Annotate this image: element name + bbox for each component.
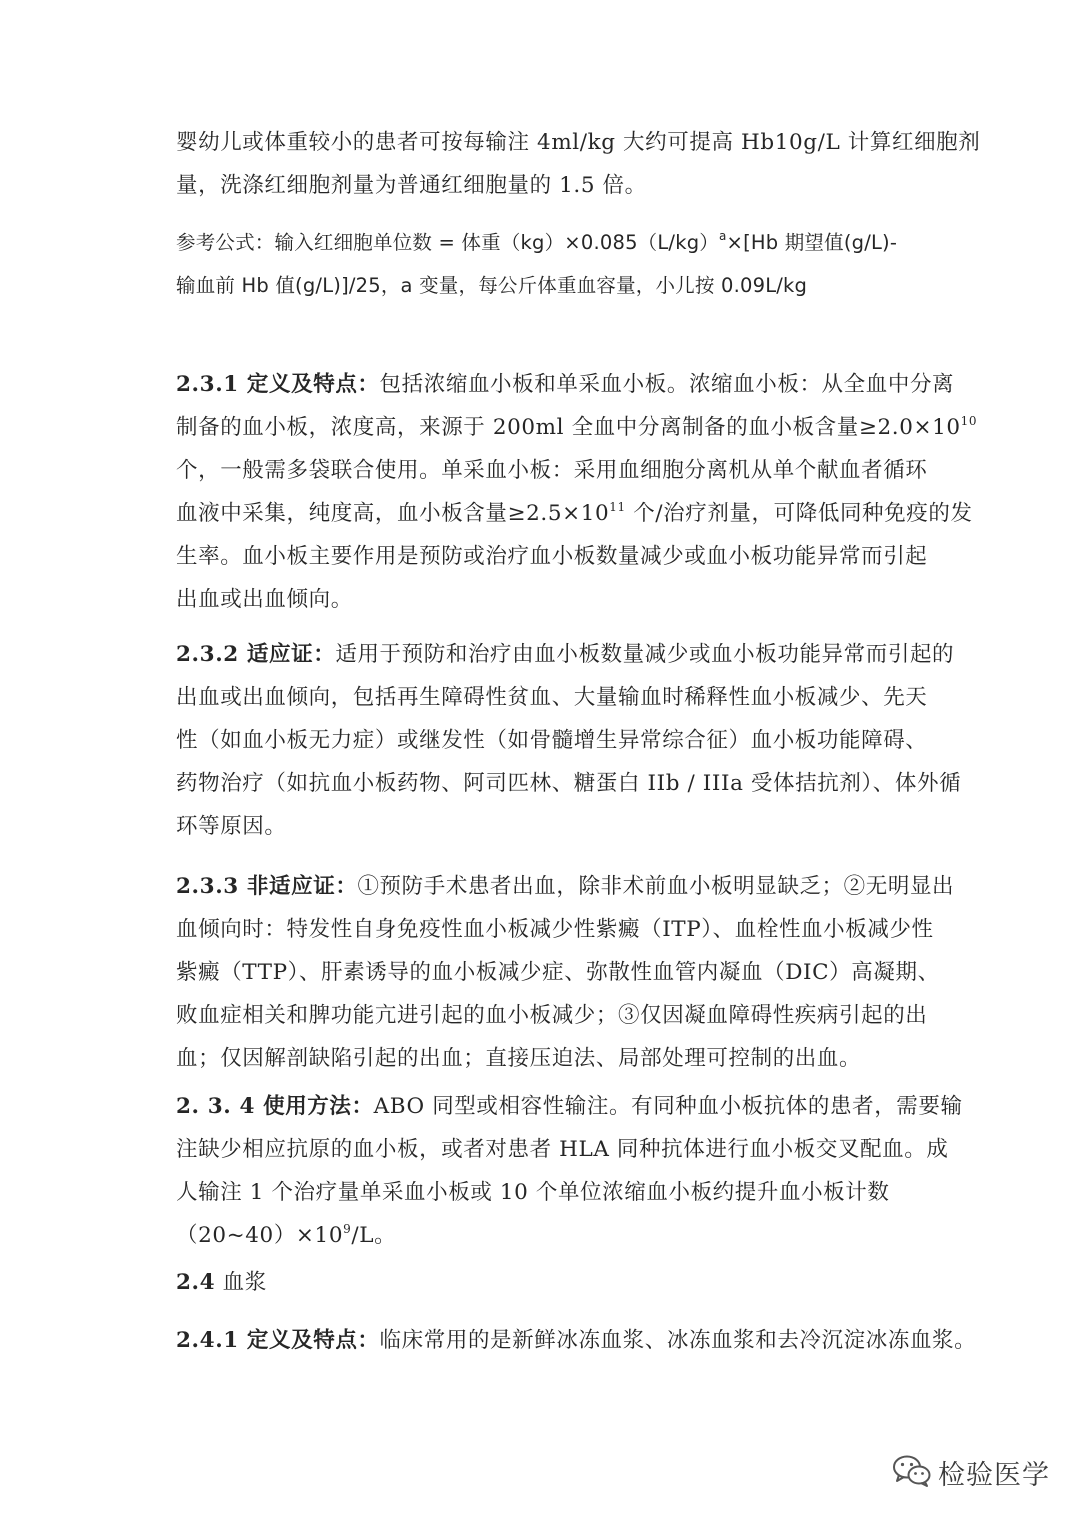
text-line: 2.3.3 非适应证：①预防手术患者出血，除非术前血小板明显缺乏；②无明显出 <box>176 874 955 899</box>
text-line: 制备的血小板，浓度高，来源于 200ml 全血中分离制备的血小板含量$\ge 2.0\times 10^{10}$ <box>176 414 978 440</box>
text-line: 输血前 Hb 值(g/L)]/25，a 变量，每公斤体重血容量，小儿按 0.09L/kg <box>176 274 808 297</box>
text-line: 2.3.2 适应证：适用于预防和治疗由血小板数量减少或血小板功能异常而引起的 <box>176 642 955 667</box>
text-line: 个，一般需多袋联合使用。单采血小板：采用血细胞分离机从单个献血者循环 <box>176 458 928 483</box>
section-heading: 2. 3. 4 使用方法： <box>176 1094 374 1119</box>
text-line: 2.3.1 定义及特点：包括浓缩血小板和单采血小板。浓缩血小板：从全血中分离 <box>176 372 955 397</box>
watermark-text: 检验医学 <box>938 1460 1050 1491</box>
text-line: 紫癜（TTP）、肝素诱导的血小板减少症、弥散性血管内凝血（DIC）高凝期、 <box>176 960 940 985</box>
wechat-icon <box>892 1454 932 1492</box>
text-line: 性（如血小板无力症）或继发性（如骨髓增生异常综合征）血小板功能障碍、 <box>176 728 928 753</box>
text-line: 血倾向时：特发性自身免疫性血小板减少性紫癜（ITP）、血栓性血小板减少性 <box>176 917 934 942</box>
section-heading: 2.3.3 非适应证： <box>176 874 358 899</box>
text-line: 2. 3. 4 使用方法：ABO 同型或相容性输注。有同种血小板抗体的患者，需要输 <box>176 1094 963 1119</box>
text-line: 婴幼儿或体重较小的患者可按每输注 4ml/kg 大约可提高 Hb10g/L 计算红细胞剂 <box>176 130 981 155</box>
text-line: 注缺少相应抗原的血小板，或者对患者 HLA 同种抗体进行血小板交叉配血。成 <box>176 1137 949 1162</box>
text-line: 2.4.1 定义及特点：临床常用的是新鲜冰冻血浆、冰冻血浆和去冷沉淀冰冻血浆。 <box>176 1328 977 1353</box>
section-title: 2.4 血浆 <box>176 1270 267 1295</box>
text-line: 环等原因。 <box>176 814 287 839</box>
text-line: 血液中采集，纯度高，血小板含量$\ge 2.5\times 10^{11}$ 个/治疗剂量，可降低同种免疫的发 <box>176 500 973 526</box>
watermark <box>892 1453 1050 1492</box>
text-line: 出血或出血倾向。 <box>176 587 353 612</box>
text-line: 血；仅因解剖缺陷引起的出血；直接压迫法、局部处理可控制的出血。 <box>176 1046 862 1071</box>
section-heading: 2.3.2 适应证： <box>176 642 336 667</box>
text-line: 药物治疗（如抗血小板药物、阿司匹林、糖蛋白 IIb / IIIa 受体拮抗剂）、体外循 <box>176 771 962 796</box>
text-line: 人输注 1 个治疗量单采血小板或 10 个单位浓缩血小板约提升血小板计数 <box>176 1180 890 1205</box>
text-line: 败血症相关和脾功能亢进引起的血小板减少；③仅因凝血障碍性疾病引起的出 <box>176 1003 928 1028</box>
text-line: 生率。血小板主要作用是预防或治疗血小板数量减少或血小板功能异常而引起 <box>176 544 928 569</box>
text-line: 量，洗涤红细胞剂量为普通红细胞量的 1.5 倍。 <box>176 173 647 198</box>
section-heading: 2.4.1 定义及特点： <box>176 1328 380 1353</box>
text-line: 出血或出血倾向，包括再生障碍性贫血、大量输血时稀释性血小板减少、先天 <box>176 685 928 710</box>
text-line: $(20\sim 40)\times 10^9/L$。 <box>176 1222 397 1248</box>
section-heading: 2.3.1 定义及特点： <box>176 372 380 397</box>
text-line: 参考公式：输入红细胞单位数 = 体重$(kg)\times 0.085(L/kg)^a\times[Hb$ 期望值(g/L)- <box>176 229 898 254</box>
